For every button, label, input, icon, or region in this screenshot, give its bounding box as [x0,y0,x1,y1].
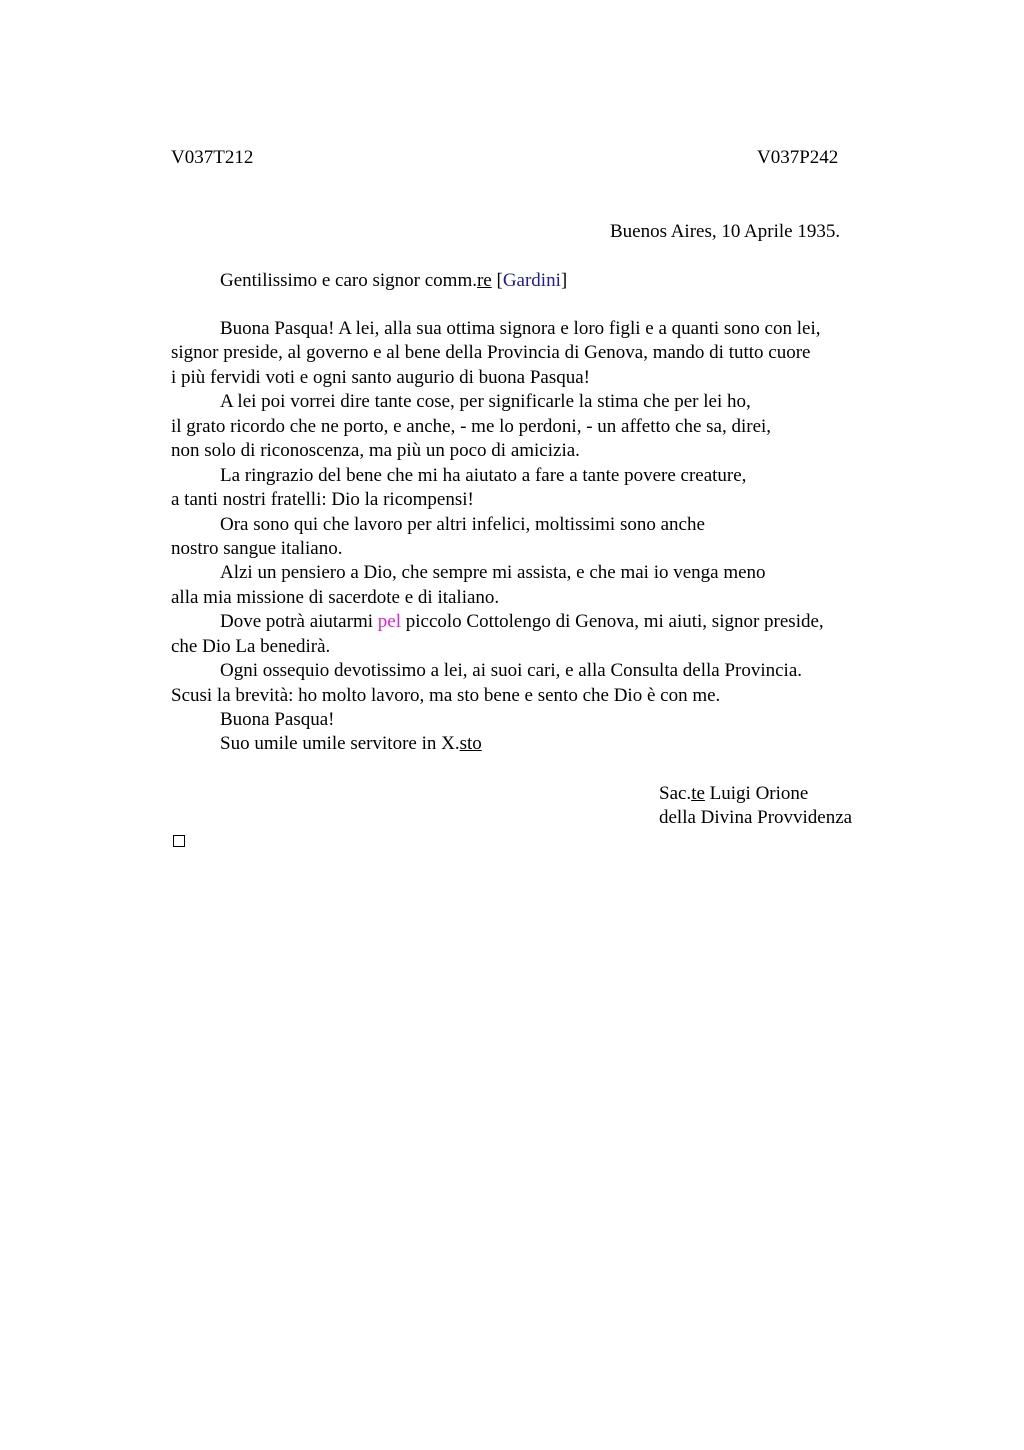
body-line [171,732,891,756]
salutation [220,269,567,293]
document-code-right: V037P242 [757,147,839,168]
body-line: a tanti nostri fratelli: Dio la ricompensi! [171,489,474,511]
bracket-open: [ [491,270,503,291]
signature-line-1 [659,782,808,806]
abbreviation: sto [459,733,482,755]
body-line: nostro sangue italiano. [171,537,343,559]
letter-body [171,317,891,757]
bracket-close: ] [560,270,568,291]
body-line: alla mia missione di sacerdote e di italiano. [171,586,500,608]
body-line: il grato ricordo che ne porto, e anche, - me lo perdoni, - un affetto che sa, direi, [171,415,772,437]
body-line: Ora sono qui che lavoro per altri infelici, moltissimi sono anche [220,513,705,535]
body-line-part: piccolo Cottolengo di Genova, mi aiuti, signor preside, [400,611,824,633]
signature-title: Sac. [659,783,692,804]
salutation-abbr: re [476,270,492,291]
document-code-left: V037T212 [171,147,254,168]
recipient-name: Gardini [502,270,561,291]
body-line: Buona Pasqua! A lei, alla sua ottima signora e loro figli e a quanti sono con lei, [220,318,821,339]
body-line: Alzi un pensiero a Dio, che sempre mi assista, e che mai io venga meno [220,562,766,584]
body-line: La ringrazio del bene che mi ha aiutato a fare a tante povere creature, [220,464,747,486]
place-date: Buenos Aires, 10 Aprile 1935. [610,221,841,242]
body-line: che Dio La benedirà. [171,635,331,657]
signature-line-2: della Divina Provvidenza [659,807,853,828]
body-line: non solo di riconoscenza, ma più un poco di amicizia. [171,440,580,462]
salutation-text: Gentilissimo e caro signor comm. [220,270,477,291]
body-line-part: Dove potrà aiutarmi [220,611,378,633]
body-line: A lei poi vorrei dire tante cose, per significarle la stima che per lei ho, [220,391,751,413]
body-line-part: Suo umile umile servitore in X. [220,733,460,755]
body-line: i più fervidi voti e ogni santo augurio di buona Pasqua! [171,366,590,388]
checkbox-icon [173,835,185,847]
body-line: Scusi la brevità: ho molto lavoro, ma sto bene e sento che Dio è con me. [171,684,721,706]
signature-abbr: te [691,783,705,804]
body-line: Buona Pasqua! [220,709,335,730]
body-line: signor preside, al governo e al bene della Provincia di Genova, mando di tutto cuore [171,342,811,364]
signature-name: Luigi Orione [704,783,809,804]
highlighted-word: pel [377,611,401,633]
body-line [171,610,891,634]
body-line: Ogni ossequio devotissimo a lei, ai suoi cari, e alla Consulta della Provincia. [220,660,803,682]
